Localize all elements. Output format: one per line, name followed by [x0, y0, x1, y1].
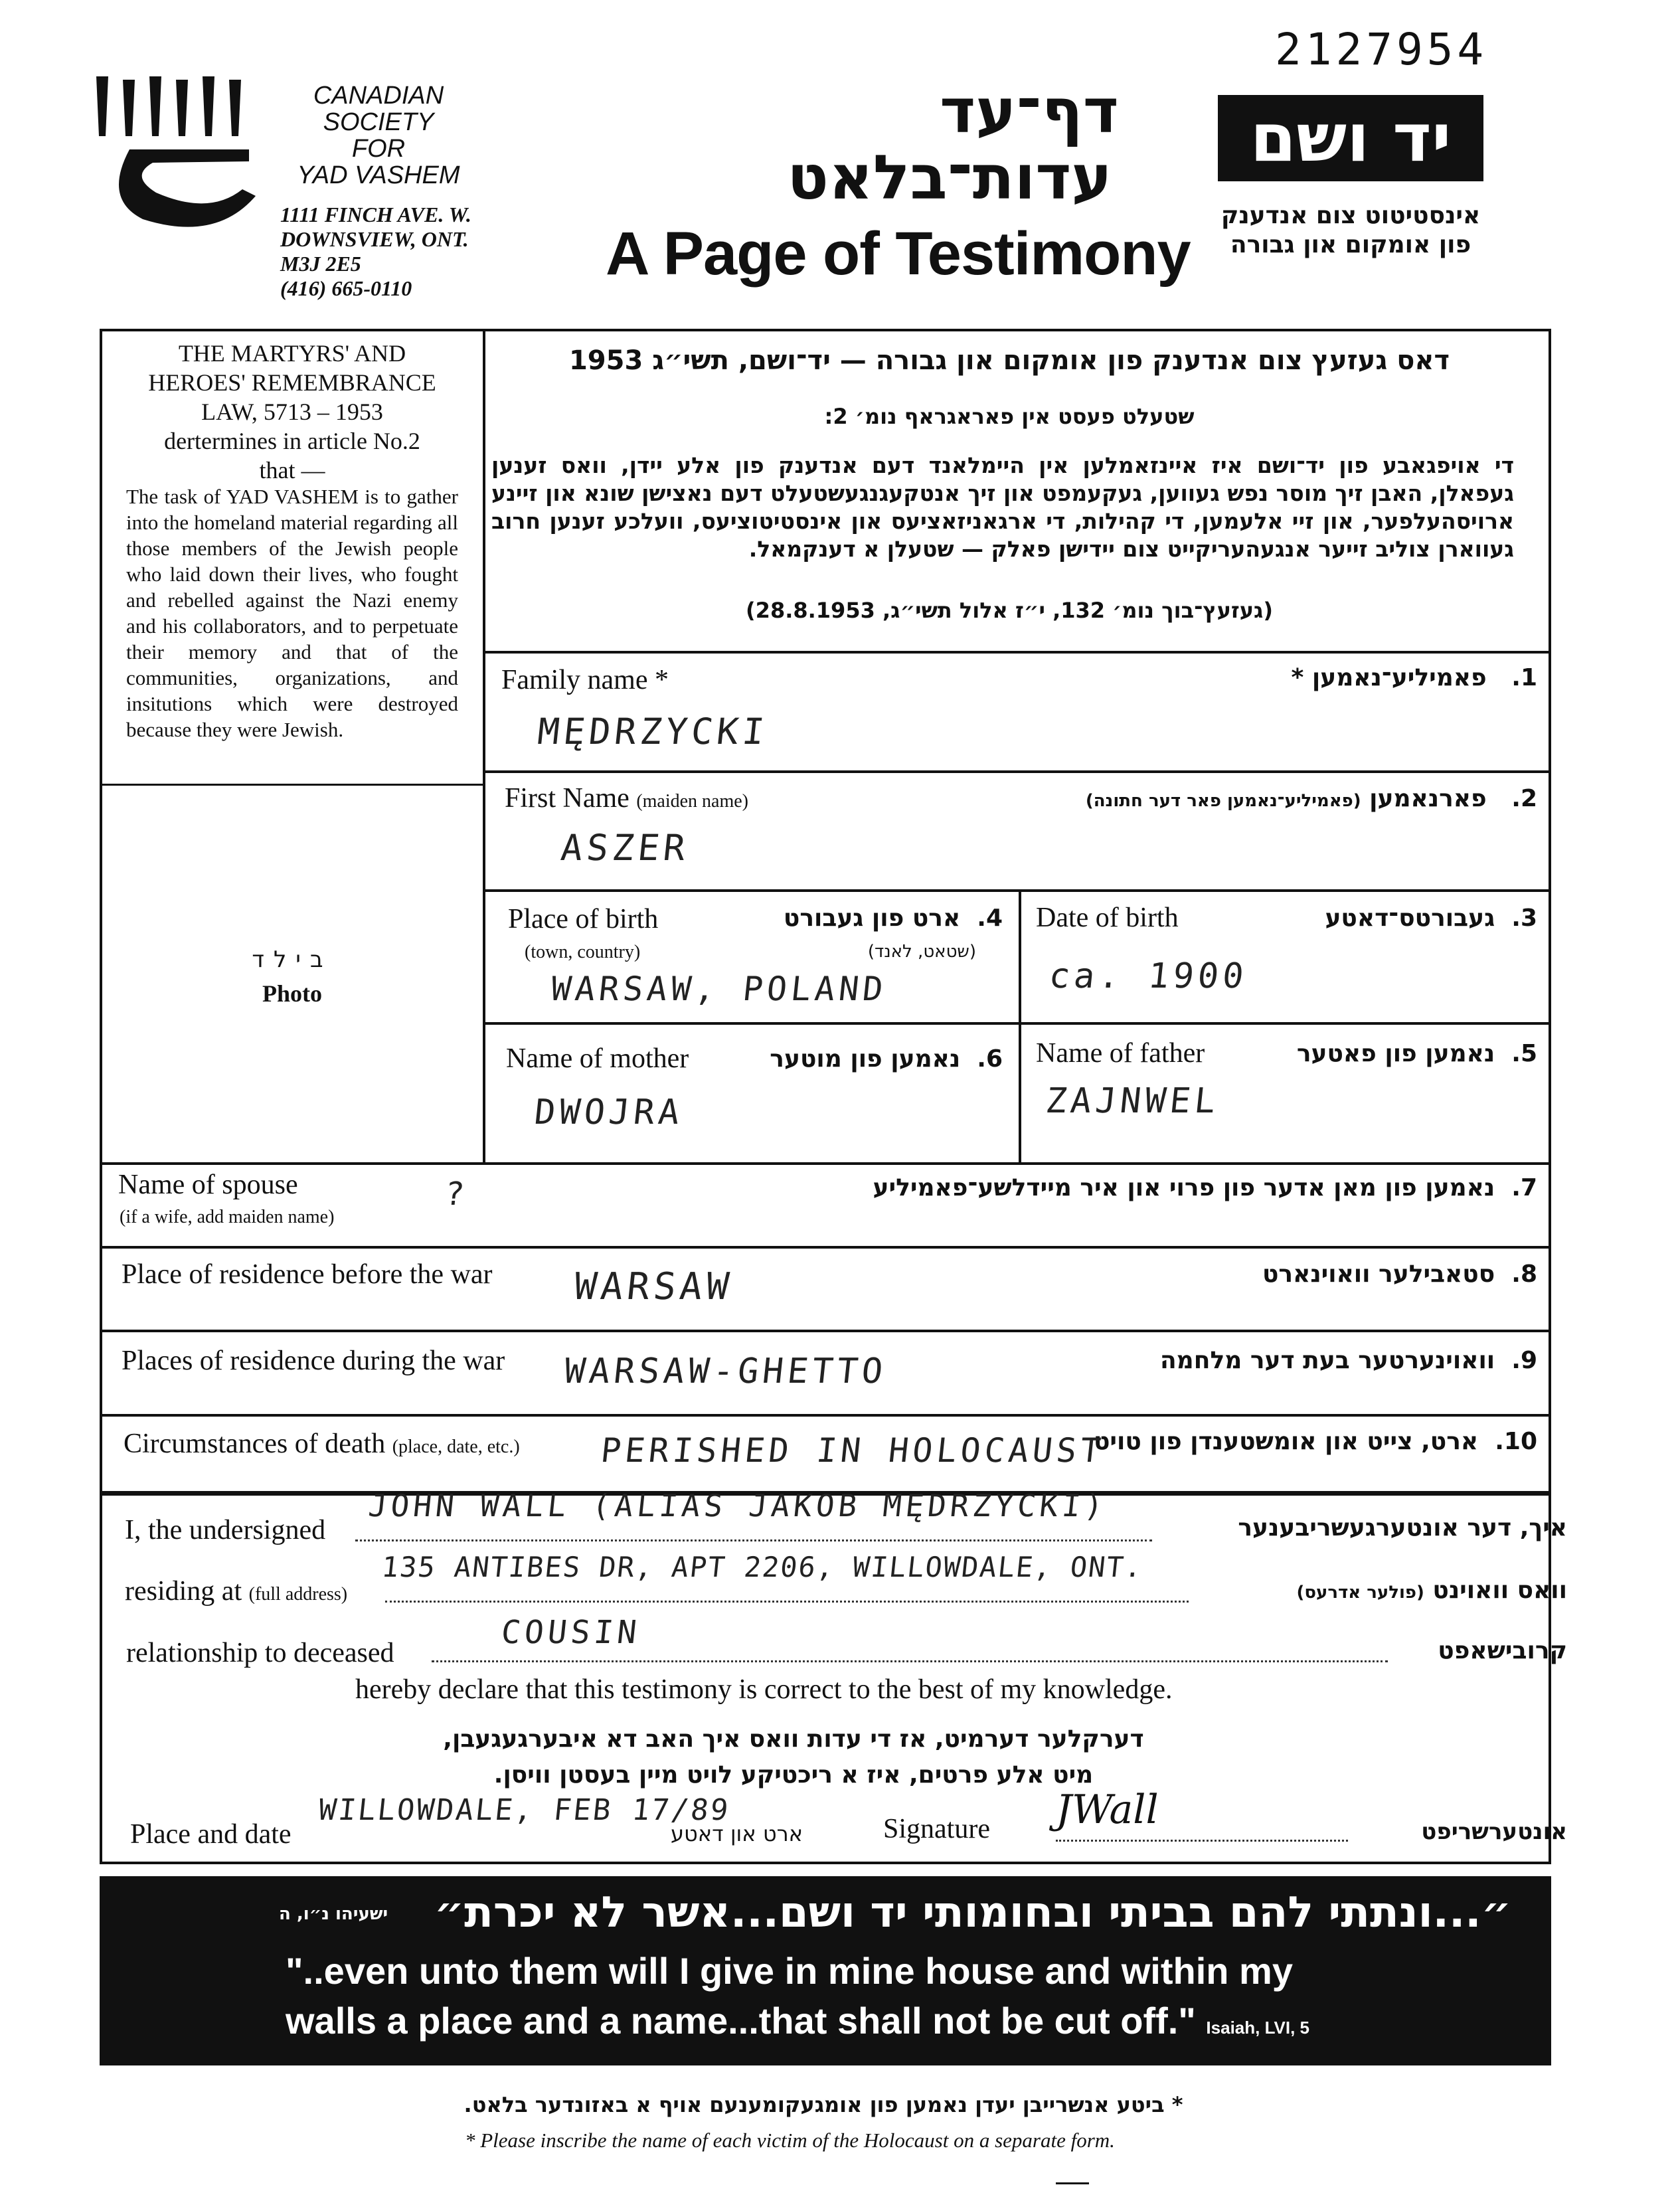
document-number: 2127954	[1275, 24, 1488, 75]
family-name-yiddish	[1292, 664, 1537, 691]
field-number: 7.	[1511, 1174, 1537, 1201]
mother-name-value[interactable]: DWOJRA	[532, 1093, 685, 1132]
field-yiddish: פארנאמען	[1369, 785, 1487, 812]
banner-hebrew-ref: ישעיהו נ״ו, ה	[279, 1904, 388, 1924]
law-yiddish-citation: (געזעץ־בוך נומ׳ 132, י״ז אלול תשי״ג, 28.8.1953)	[746, 598, 1273, 623]
address-line: DOWNSVIEW, ONT.	[280, 227, 469, 251]
family-name-value[interactable]: MĘDRZYCKI	[535, 711, 770, 752]
society-name	[279, 82, 478, 189]
declaration-statement: hereby declare that this testimony is correct to the best of my knowledge.	[355, 1674, 1173, 1705]
father-name-yiddish	[1297, 1040, 1537, 1067]
address-line: 1111 FINCH AVE. W.	[280, 203, 471, 226]
banner-english-2	[286, 1999, 1309, 2042]
spouse-yiddish	[873, 1174, 1537, 1201]
society-line: FOR	[351, 135, 406, 163]
footer-english: * Please inscribe the name of each victim of the Holocaust on a separate form.	[465, 2129, 1115, 2152]
date-of-birth-label: Date of birth	[1036, 903, 1179, 933]
yad-vashem-line-1: אינסטיטוט צום אנדענק	[1220, 202, 1481, 229]
signature-yiddish: אונטערשריפט	[1421, 1818, 1567, 1845]
residence-before-yiddish	[1262, 1261, 1537, 1288]
relationship-value[interactable]: COUSIN	[499, 1614, 643, 1651]
father-name-value[interactable]: ZAJNWEL	[1043, 1081, 1222, 1121]
place-of-birth-yiddish	[784, 905, 1003, 932]
residence-during-yiddish	[1160, 1347, 1537, 1374]
place-of-birth-sub: (town, country)	[525, 942, 641, 962]
residence-before-value[interactable]: WARSAW	[572, 1265, 735, 1308]
residing-yiddish	[1296, 1577, 1567, 1604]
title-yiddish-1: דף־עד	[940, 76, 1119, 147]
field-yiddish: וואוינערטער בעת דער מלחמה	[1159, 1347, 1495, 1374]
first-name-sub: (maiden name)	[636, 791, 749, 812]
field-number: 4.	[977, 905, 1003, 932]
relationship-yiddish: קרובישאפט	[1438, 1637, 1567, 1664]
place-date-value[interactable]: WILLOWDALE, FEB 17/89	[317, 1793, 732, 1827]
place-date-label: Place and date	[130, 1819, 292, 1850]
banner-english-2-text: walls a place and a name...that shall not be cut off."	[286, 2000, 1196, 2042]
place-of-birth-label: Place of birth	[508, 904, 659, 934]
field-yiddish: נאמען פון מאן אדער פון פרוי און איר מיידלשע־פאמיליע	[873, 1174, 1495, 1201]
photo-yiddish: בילד	[252, 946, 333, 973]
law-yiddish-subtitle: שטעלט פעסט אין פאראגראף נומ׳ 2:	[824, 404, 1195, 429]
death-label-sub: (place, date, etc.)	[392, 1437, 520, 1457]
banner-english-1: "..even unto them will I give in mine house and within my	[286, 1950, 1293, 1992]
death-circumstances-label	[124, 1428, 520, 1460]
residence-during-value[interactable]: WARSAW-GHETTO	[562, 1352, 889, 1391]
death-label-text: Circumstances of death	[124, 1429, 386, 1459]
residing-value[interactable]: 135 ANTIBES DR, APT 2206, WILLOWDALE, ONT.	[380, 1551, 1145, 1583]
law-yiddish-body: די אויפגאבע פון יד־ושם איז איינזאמלען אין היימלאנד דעם אנדענק פון אלע יידן, וואס זענען געפאלן, האבן זיך מוסר נפש געווען, געקעמפט און זיך אנטקעגנגעשטעלט דעם נאצישן שונא און זיינע ארויסהעלפער, און זיי אלעמען, די קהילות, די ארגאניזאציעס און אינסטיטוציעס, וועלכע זענען חרוב געווארן צוליב זייער אנגעהעריקייט צום יידישן פאלק — שטעלן א דענקמאל.	[491, 452, 1514, 562]
law-line: dertermines in article No.2	[164, 428, 420, 454]
yad-vashem-line-2: פון אומקום און גבורה	[1230, 231, 1471, 258]
field-yiddish: נאמען פון פאטער	[1296, 1040, 1495, 1067]
law-line: HEROES' REMEMBRANCE	[148, 369, 436, 396]
residing-sub: (full address)	[248, 1584, 348, 1605]
field-number: 6.	[977, 1045, 1003, 1073]
father-name-label: Name of father	[1036, 1038, 1205, 1069]
residing-yiddish-text: וואס וואוינט	[1432, 1577, 1567, 1604]
address-line: M3J 2E5	[280, 252, 361, 276]
date-of-birth-value[interactable]: ca. 1900	[1047, 956, 1250, 996]
field-yiddish: ארט, צייט און אומשטענדן פון טויט	[1093, 1428, 1479, 1455]
residing-text: residing at	[125, 1576, 242, 1607]
field-number: 10.	[1495, 1428, 1537, 1455]
field-yiddish: נאמען פון מוטער	[770, 1045, 961, 1073]
law-line: LAW, 5713 – 1953	[201, 398, 383, 425]
signature-label: Signature	[883, 1814, 990, 1844]
mother-name-label: Name of mother	[506, 1043, 689, 1074]
field-number: 8.	[1511, 1261, 1537, 1288]
undersigned-yiddish: איך, דער אונטערגעשריבענער	[1238, 1514, 1567, 1541]
page-title: A Page of Testimony	[606, 220, 1191, 288]
place-of-birth-value[interactable]: WARSAW, POLAND	[548, 970, 889, 1008]
mother-name-yiddish	[770, 1045, 1003, 1073]
field-yiddish: ארט פון געבורט	[783, 905, 961, 932]
declaration-yiddish-2: מיט אלע פרטים, איז א ריכטיקע לויט מיין בעסטן וויסן.	[493, 1761, 1094, 1789]
residence-before-label: Place of residence before the war	[122, 1259, 493, 1290]
signature-value[interactable]: JWall	[1056, 1787, 1159, 1833]
death-circumstances-value[interactable]: PERISHED IN HOLOCAUST	[598, 1431, 1107, 1470]
yad-vashem-logo: יד ושם	[1218, 95, 1483, 181]
date-of-birth-yiddish	[1325, 905, 1537, 932]
law-body: The task of YAD VASHEM is to gather into the homeland material regarding all those members of the Jewish people who laid down their lives, who fought and rebelled against the Nazi enemy and his collaborators, and to perpetuate their memory and that of the communities, organizations, and insitutions which were destroyed because they were Jewish.	[126, 485, 458, 741]
first-name-text: First Name	[505, 783, 630, 814]
residing-label	[125, 1575, 347, 1607]
place-date-yiddish: ארט און דאטע	[671, 1821, 803, 1846]
field-yiddish: סטאבילער וואוינארט	[1262, 1261, 1495, 1288]
residing-yiddish-sub: (פולער אדרעס)	[1296, 1583, 1424, 1603]
death-circumstances-yiddish	[1094, 1428, 1537, 1455]
first-name-label	[505, 782, 748, 814]
family-name-label: Family name *	[501, 665, 669, 695]
residence-during-label: Places of residence during the war	[122, 1346, 505, 1376]
field-number: 1.	[1511, 664, 1537, 691]
law-line: that —	[259, 457, 325, 483]
banner-english-ref: Isaiah, LVI, 5	[1206, 2018, 1310, 2038]
address-line: (416) 665-0110	[280, 276, 412, 300]
law-heading	[106, 339, 478, 485]
society-line: CANADIAN	[313, 82, 444, 110]
field-number: 3.	[1511, 905, 1537, 932]
declaration-yiddish-1: דערקלער דערמיט, אז די עדות וואס איך האב דא איבערגעגעבן,	[443, 1725, 1144, 1753]
society-line: YAD VASHEM	[297, 161, 460, 189]
relationship-label: relationship to deceased	[126, 1638, 394, 1668]
first-name-yiddish	[1086, 785, 1537, 812]
spouse-value[interactable]: ?	[443, 1176, 470, 1213]
society-address	[280, 203, 471, 301]
footer-yiddish: * ביטע אנשרייבן יעדן נאמען פון אומגעקומענעם אויף א באזונדער בלאט.	[463, 2092, 1183, 2117]
undersigned-label: I, the undersigned	[125, 1515, 326, 1545]
banner-hebrew: ״...ונתתי להם בביתי ובחומותי יד ושם...אשר לא יכרת״	[434, 1888, 1511, 1937]
spouse-label: Name of spouse	[118, 1170, 298, 1200]
field-number: 9.	[1511, 1347, 1537, 1374]
first-name-value[interactable]: ASZER	[558, 827, 691, 869]
society-line: SOCIETY	[323, 108, 434, 136]
field-number: 5.	[1511, 1040, 1537, 1067]
title-yiddish-2: עדות־בלאט	[787, 142, 1112, 213]
menorah-logo-icon	[90, 76, 276, 242]
quote-banner	[100, 1876, 1551, 2065]
field-yiddish: פאמיליע־נאמען *	[1291, 664, 1487, 691]
field-yiddish-sub: (פאמיליע־נאמען פאר דער חתונה)	[1085, 791, 1361, 811]
law-yiddish-title: דאס געזעץ צום אנדענק פון אומקום און גבורה — יד־ושם, תשי״ג 1953	[568, 345, 1450, 376]
photo-label: Photo	[262, 980, 322, 1007]
place-of-birth-yiddish-sub: (שטאט, לאנד)	[867, 942, 976, 962]
field-yiddish: געבורטס־דאטע	[1325, 905, 1495, 932]
spouse-sub: (if a wife, add maiden name)	[120, 1207, 335, 1227]
law-line: THE MARTYRS' AND	[178, 340, 406, 367]
undersigned-value[interactable]: JOHN WALL (ALIAS JAKOB MĘDRZYCKI)	[367, 1488, 1109, 1524]
field-number: 2.	[1511, 785, 1537, 812]
